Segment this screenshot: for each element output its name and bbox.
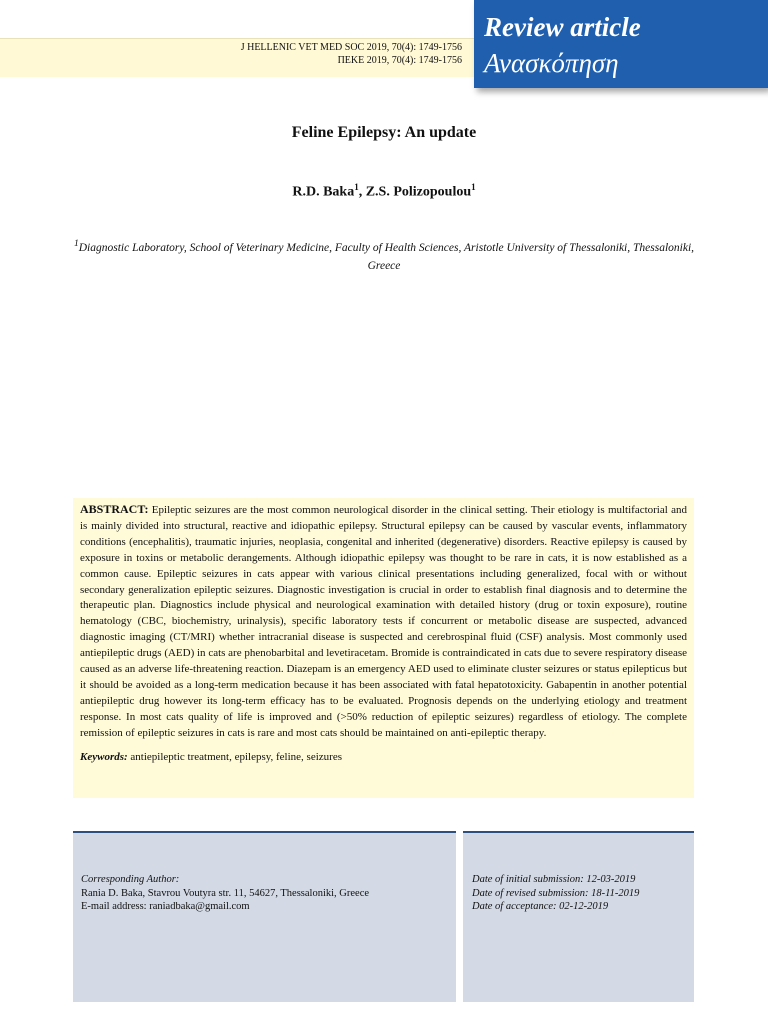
journal-reference-gr: ΠΕΚΕ 2019, 70(4): 1749-1756 bbox=[337, 55, 462, 66]
date-revised-submission: Date of revised submission: 18-11-2019 bbox=[472, 887, 640, 899]
author-list bbox=[0, 182, 768, 201]
corresponding-author-email: E-mail address: raniadbaka@gmail.com bbox=[81, 901, 250, 912]
author-name: Z.S. Polizopoulou bbox=[365, 184, 472, 200]
author-name: R.D. Baka bbox=[292, 184, 355, 200]
keywords-text: antiepileptic treatment, epilepsy, feline, seizures bbox=[130, 750, 342, 763]
article-title: Feline Epilepsy: An update bbox=[291, 124, 477, 141]
author-affiliation-mark: 1 bbox=[354, 182, 359, 192]
abstract-label: ABSTRACT: bbox=[80, 502, 149, 516]
abstract-text: Epileptic seizures are the most common neurological disorder in the clinical setting. Their etiology is multifactorial and is mainly divided into structural, reactive and idiopathic epilepsy. Structural epilepsy can be caused by vascular events, inflammatory conditions (encephalitis), traumatic injuries, neoplasia, congenital and inherited (degenerative) disorders. Reactive epilepsy is caused by exposure in toxins or metabolic derangements. Although idiopathic epilepsy was thought to be rare in cats, it is now established as a common cause. Epileptic seizures in cats appear with various clinical presentations including generalized, focal with or without secondary generalization epileptic seizures. Diagnostic investigation is crucial in order to establish final diagnosis and to determine the therapeutic plan. Diagnostics include physical and neurological examination with detailed history (drug or toxin exposure), routine hematology (CBC, biochemistry, urinalysis), specific laboratory tests if concurrent or metabolic disease are suspected, advanced diagnostic imaging (CT/MRI) whether intracranial disease is suspected and cerebrospinal fluid (CSF) analysis. Most commonly used antiepileptic drugs (AED) in cats are phenobarbital and levetiracetam. Bromide is contraindicated in cats due to severe respiratory disease caused as an adverse life-threatening reaction. Diazepam is an emergency AED used to eliminate cluster seizures or status epilepticus but it should be avoided as a long-term medication because it has been associated with fatal hepatotoxicity. Gabapentin in another potential antiepileptic drug however its long-term efficacy has to be evaluated. Prognosis depends on the underlying etiology and treatment response. In most cats quality of life is improved and (>50% reduction of epileptic seizures) regardless of etiology. The complete remission of epileptic seizures in cats is rare and most cats should be maintained on anti-epileptic therapy. bbox=[80, 504, 688, 739]
corresponding-author-address: Rania D. Baka, Stavrou Voutyra str. 11, 54627, Thessaloniki, Greece bbox=[81, 887, 370, 899]
article-type-gr: Ανασκόπηση bbox=[484, 48, 619, 78]
corresponding-author-label: Corresponding Author: bbox=[81, 874, 180, 885]
article-type-en: Review article bbox=[484, 12, 641, 42]
abstract-box bbox=[73, 498, 694, 798]
dates-panel bbox=[463, 831, 694, 1002]
abstract-paragraph bbox=[80, 502, 687, 742]
correspondence-panel bbox=[73, 831, 456, 1002]
journal-reference bbox=[241, 41, 462, 67]
author-affiliation-mark: 1 bbox=[471, 182, 476, 192]
affiliation-text: Diagnostic Laboratory, School of Veterinary Medicine, Faculty of Health Sciences, Aristotle University of Thessaloniki, Thessaloniki, Greece bbox=[78, 241, 695, 272]
date-initial-submission: Date of initial submission: 12-03-2019 bbox=[472, 874, 636, 885]
keywords-label: Keywords: bbox=[80, 750, 128, 763]
article-type-banner bbox=[474, 0, 768, 88]
keywords bbox=[80, 751, 687, 763]
affiliation-mark: 1 bbox=[73, 238, 79, 249]
journal-reference-en: J HELLENIC VET MED SOC 2019, 70(4): 1749-1756 bbox=[240, 42, 462, 53]
date-acceptance: Date of acceptance: 02-12-2019 bbox=[472, 901, 609, 912]
author-separator: , bbox=[358, 184, 366, 200]
affiliation bbox=[70, 235, 698, 275]
